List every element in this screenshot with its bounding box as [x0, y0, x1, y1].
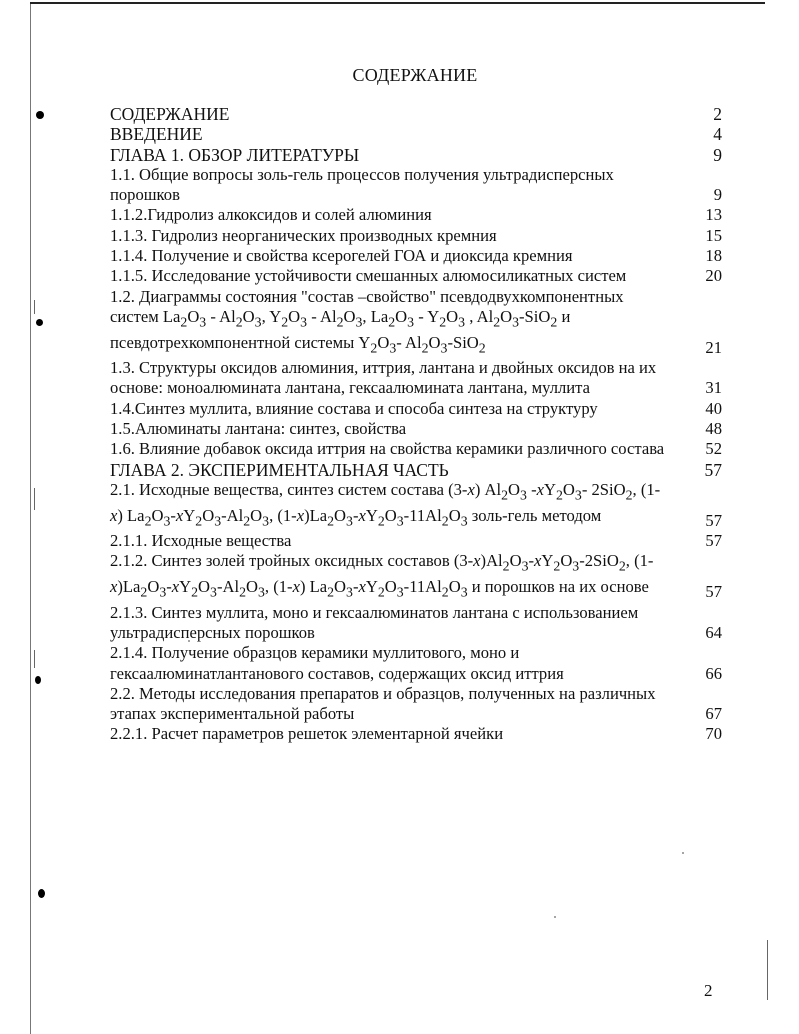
- left-margin-line: [30, 4, 31, 1034]
- toc-entry-title: 1.1. Общие вопросы золь-гель процессов получения ультрадисперсных порошков: [110, 164, 614, 205]
- toc-entry-page: 20: [705, 266, 722, 286]
- toc-entry-title: 1.1.4. Получение и свойства ксерогелей ГОА и диоксида кремния: [110, 246, 573, 266]
- toc-entry-title: 1.1.2.Гидролиз алкоксидов и солей алюминия: [110, 205, 432, 225]
- toc-entry: [110, 399, 722, 419]
- toc-entry-title: 2.2. Методы исследования препаратов и образцов, полученных на различных этапах экспериментальной работы: [110, 683, 656, 724]
- toc-entry-title: 1.6. Влияние добавок оксида иттрия на свойства керамики различного состава: [110, 439, 665, 459]
- toc-entry: [110, 439, 722, 459]
- toc-entry-page: 18: [705, 246, 722, 266]
- scan-mark: [38, 889, 45, 898]
- toc-entry-title: 2.1.1. Исходные вещества: [110, 531, 292, 551]
- toc-entry: [110, 205, 722, 225]
- toc-entry-title: 1.2. Диаграммы состояния "состав –свойство" псевдодвухкомпонентных систем $La_2O_3 - Al_2O_3$, $Y_2O_3 - Al_2O_3$, $La_2O_3 - Y_2O_3$ , $Al_2O_3-SiO_2$ и псевдотрехкомпонентной системы $Y_2O_3-$ $Al_2O_3-SiO_2$: [110, 286, 624, 355]
- toc-entry-page: 13: [705, 205, 722, 225]
- toc-entry-title: 1.4.Синтез муллита, влияние состава и способа синтеза на структуру: [110, 398, 598, 418]
- toc-entry-page: 21: [705, 337, 722, 357]
- scan-mark: [34, 488, 35, 510]
- toc-entry-page: 64: [705, 623, 722, 642]
- table-of-contents: [110, 104, 722, 745]
- page-number: 2: [704, 981, 713, 1000]
- toc-entry: [110, 165, 722, 206]
- toc-entry: [110, 246, 722, 266]
- toc-entry-page: 31: [705, 378, 722, 398]
- toc-entry: [110, 724, 722, 744]
- toc-entry: [110, 643, 722, 684]
- toc-entry-title: ГЛАВА 2. ЭКСПЕРИМЕНТАЛЬНАЯ ЧАСТЬ: [110, 459, 449, 480]
- toc-entry-page: 57: [705, 531, 722, 551]
- toc-entry-title: 1.1.5. Исследование устойчивости смешанных алюмосиликатных систем: [110, 266, 627, 286]
- toc-entry-page: 70: [705, 724, 722, 744]
- scan-mark: [36, 111, 44, 119]
- toc-entry: [110, 603, 722, 644]
- toc-entry: [110, 531, 722, 551]
- toc-entry: [110, 419, 722, 439]
- toc-entry-page: 66: [705, 663, 722, 683]
- toc-entry: [110, 551, 722, 602]
- toc-entry: [110, 266, 722, 286]
- scan-mark: [34, 650, 35, 668]
- toc-entry-page: 57: [705, 582, 722, 602]
- toc-entry-page: 52: [705, 439, 722, 459]
- scan-mark: [682, 852, 684, 854]
- toc-entry: [110, 684, 722, 725]
- toc-entry-page: 57: [704, 459, 722, 480]
- scan-mark: [34, 300, 35, 314]
- toc-entry-title: 1.3. Структуры оксидов алюминия, иттрия, лантана и двойных оксидов на их основе: моноалюмината лантана, гексаалюмината лантана, муллита: [110, 358, 657, 398]
- toc-entry: [110, 124, 722, 144]
- page-title: СОДЕРЖАНИЕ: [352, 65, 478, 85]
- scan-mark: [767, 940, 768, 1000]
- toc-entry-title: 2.2.1. Расчет параметров решеток элементарной ячейки: [110, 724, 504, 744]
- toc-entry: [110, 104, 722, 124]
- toc-entry-title: 1.1.3. Гидролиз неорганических производных кремния: [110, 225, 497, 245]
- toc-entry: [110, 358, 722, 399]
- toc-entry-page: 67: [705, 704, 722, 724]
- toc-entry-page: 4: [713, 124, 722, 145]
- toc-entry-title: 2.1.3. Синтез муллита, моно и гексаалюминатов лантана с использованием ультрадисперсных порошков: [110, 602, 639, 642]
- toc-entry-title: 2.1.4. Получение образцов керамики муллитового, моно и гексаалюминатлантанового составов, содержащих оксид иттрия: [110, 643, 564, 683]
- toc-entry-page: 40: [705, 398, 722, 418]
- toc-entry-title: 2.1.2. Синтез золей тройных оксидных составов $(3-x)Al_2O_3-xY_2O_3-2SiO_2$, $(1-x)La_2O_3-xY_2O_3-Al_2O_3$, (1-x) $La_2O_3-xY_2O_3-11Al_2O_3$ и порошков на их основе: [110, 551, 654, 600]
- top-border-line: [30, 2, 765, 4]
- toc-entry: [110, 145, 722, 165]
- toc-entry-title: ГЛАВА 1. ОБЗОР ЛИТЕРАТУРЫ: [110, 144, 360, 165]
- toc-entry-page: 15: [705, 225, 722, 245]
- toc-entry-title: СОДЕРЖАНИЕ: [110, 104, 230, 124]
- toc-entry-page: 57: [705, 510, 722, 530]
- scan-mark: [36, 319, 43, 326]
- toc-entry: [110, 480, 722, 531]
- toc-entry: [110, 460, 722, 480]
- scan-mark: [554, 916, 556, 918]
- toc-entry-page: 48: [705, 419, 722, 439]
- toc-entry: [110, 287, 722, 359]
- toc-entry-page: 9: [713, 144, 722, 165]
- toc-entry-title: ВВЕДЕНИЕ: [110, 124, 203, 145]
- toc-entry: [110, 226, 722, 246]
- toc-entry-title: 1.5.Алюминаты лантана: синтез, свойства: [110, 419, 407, 439]
- toc-entry-title: 2.1. Исходные вещества, синтез систем состава (3-x) $Al_2O_3$ $-xY_2O_3-$ 2SiO$_2$, (1-x) $La_2O_3-xY_2O_3-Al_2O_3$, $(1-x)La_2O_3-xY_2O_3-11Al_2O_3$ золь-гель методом: [110, 479, 661, 528]
- scan-mark: [35, 676, 41, 684]
- toc-entry-page: 2: [713, 104, 722, 124]
- toc-entry-page: 9: [713, 185, 722, 205]
